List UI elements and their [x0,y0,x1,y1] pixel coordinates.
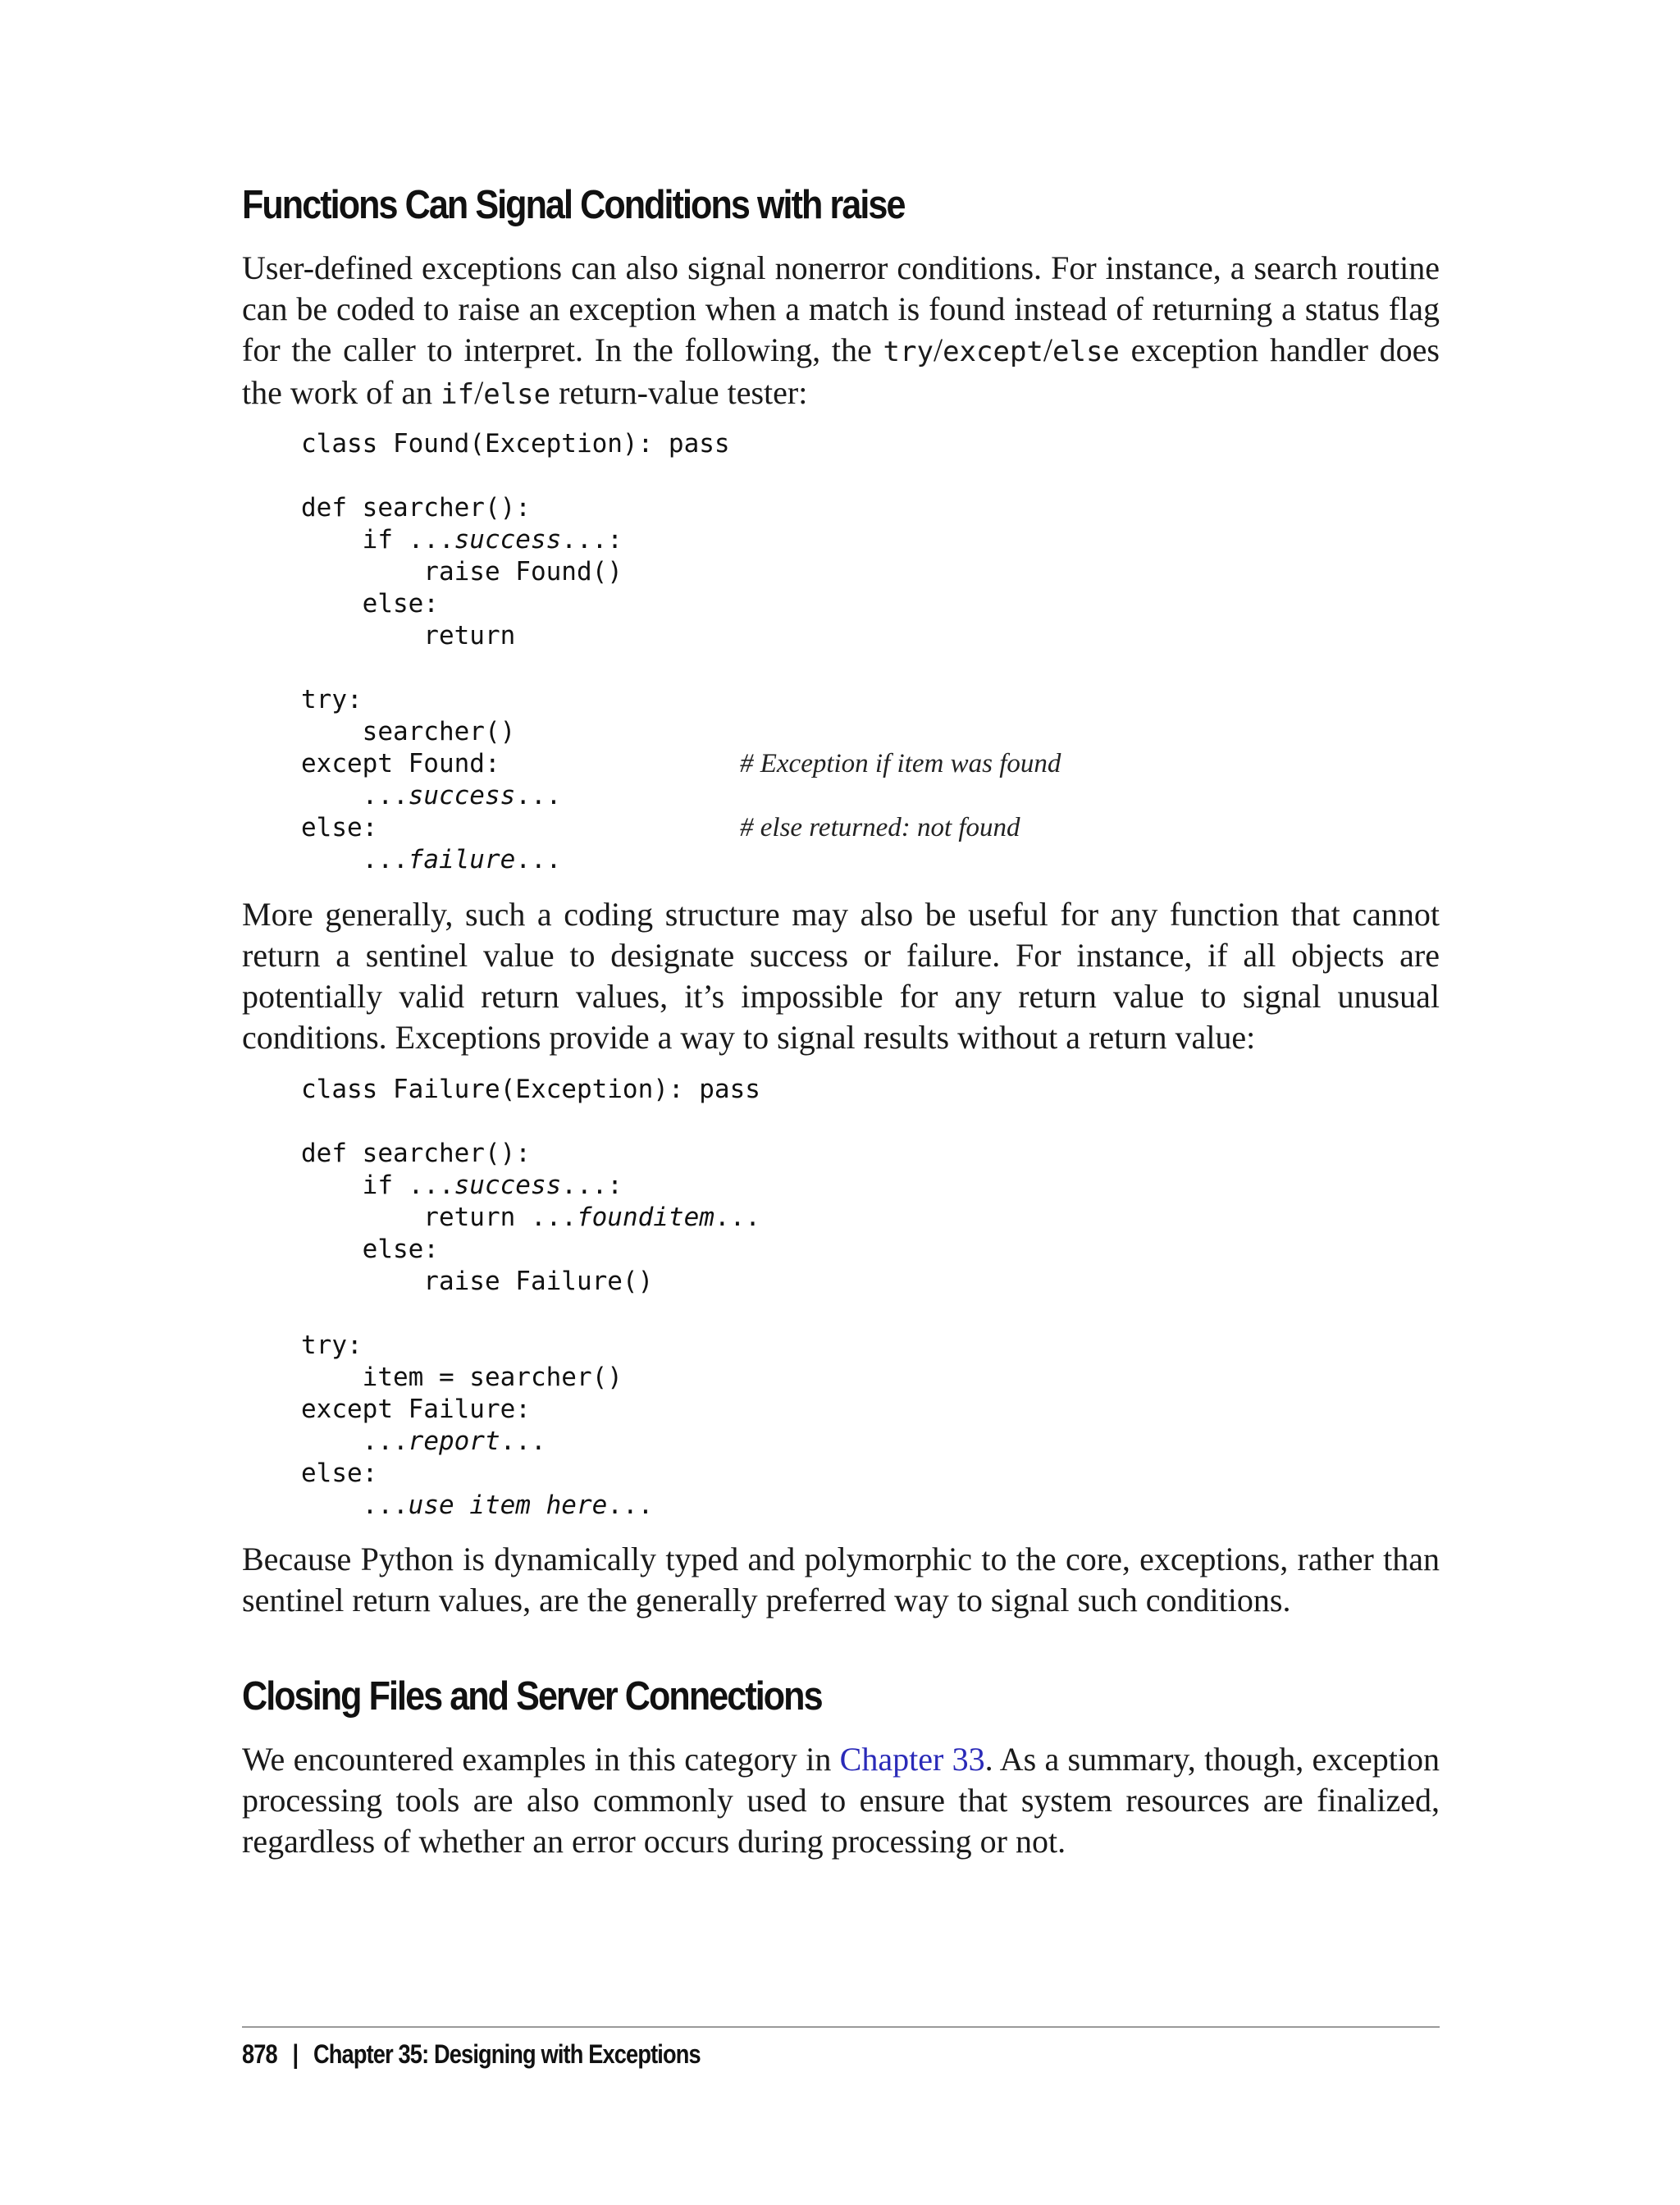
code-except: except [943,336,1043,368]
chapter-33-link[interactable]: Chapter 33 [839,1741,985,1778]
chapter-title: Chapter 35: Designing with Exceptions [313,2039,701,2069]
code-comment-not-found: # else returned: not found [740,813,1020,842]
page-footer [242,2039,701,2070]
code-if: if [441,378,475,411]
paragraph-intro: User-defined exceptions can also signal nonerror conditions. For instance, a search routine can be coded to raise an exception when a match is found instead of returning a status flag for the caller to interpret. In the following, the try/except/else exception handler does the work of an if/else return-value tester: [242,249,1440,411]
code-else-2: else [483,378,551,411]
paragraph-sentinel: More generally, such a coding structure may also be useful for any function that cannot return a sentinel value to designate success or failure. For instance, if all objects are potentially valid return values, it’s impossible for any return value to signal unusual conditions. Exceptions provide a way to signal results without a return value: [242,896,1440,1056]
code-block-failure: class Failure(Exception): pass def searcher(): if ...success...: return ...founditem... else: raise Failure() try: item = searcher() except Failure: ...report... else: ...use item here... [301,1075,760,1520]
footer-rule [242,2026,1440,2028]
code-block-found: class Found(Exception): pass def searcher(): if ...success...: raise Found() else: return try: searcher() except Found: # Exception if item was found ...success... else: # else returned: not found ...failure... [301,429,1061,874]
section-heading-raise: Functions Can Signal Conditions with raise [242,183,905,227]
code-else: else [1052,336,1120,368]
book-page [242,0,1440,2205]
section-heading-closing-files: Closing Files and Server Connections [242,1674,822,1719]
paragraph-dynamic-typing: Because Python is dynamically typed and polymorphic to the core, exceptions, rather than sentinel return values, are the generally preferred way to signal such conditions. [242,1541,1440,1618]
paragraph-closing-files: We encountered examples in this category in Chapter 33. As a summary, though, exception processing tools are also commonly used to ensure that system resources are finalized, regardless of whether an error occurs during processing or not. [242,1741,1440,1860]
code-comment-found: # Exception if item was found [740,749,1061,778]
code-try: try [883,336,934,368]
page-number: 878 [242,2039,277,2069]
footer-separator: | [292,2039,299,2069]
